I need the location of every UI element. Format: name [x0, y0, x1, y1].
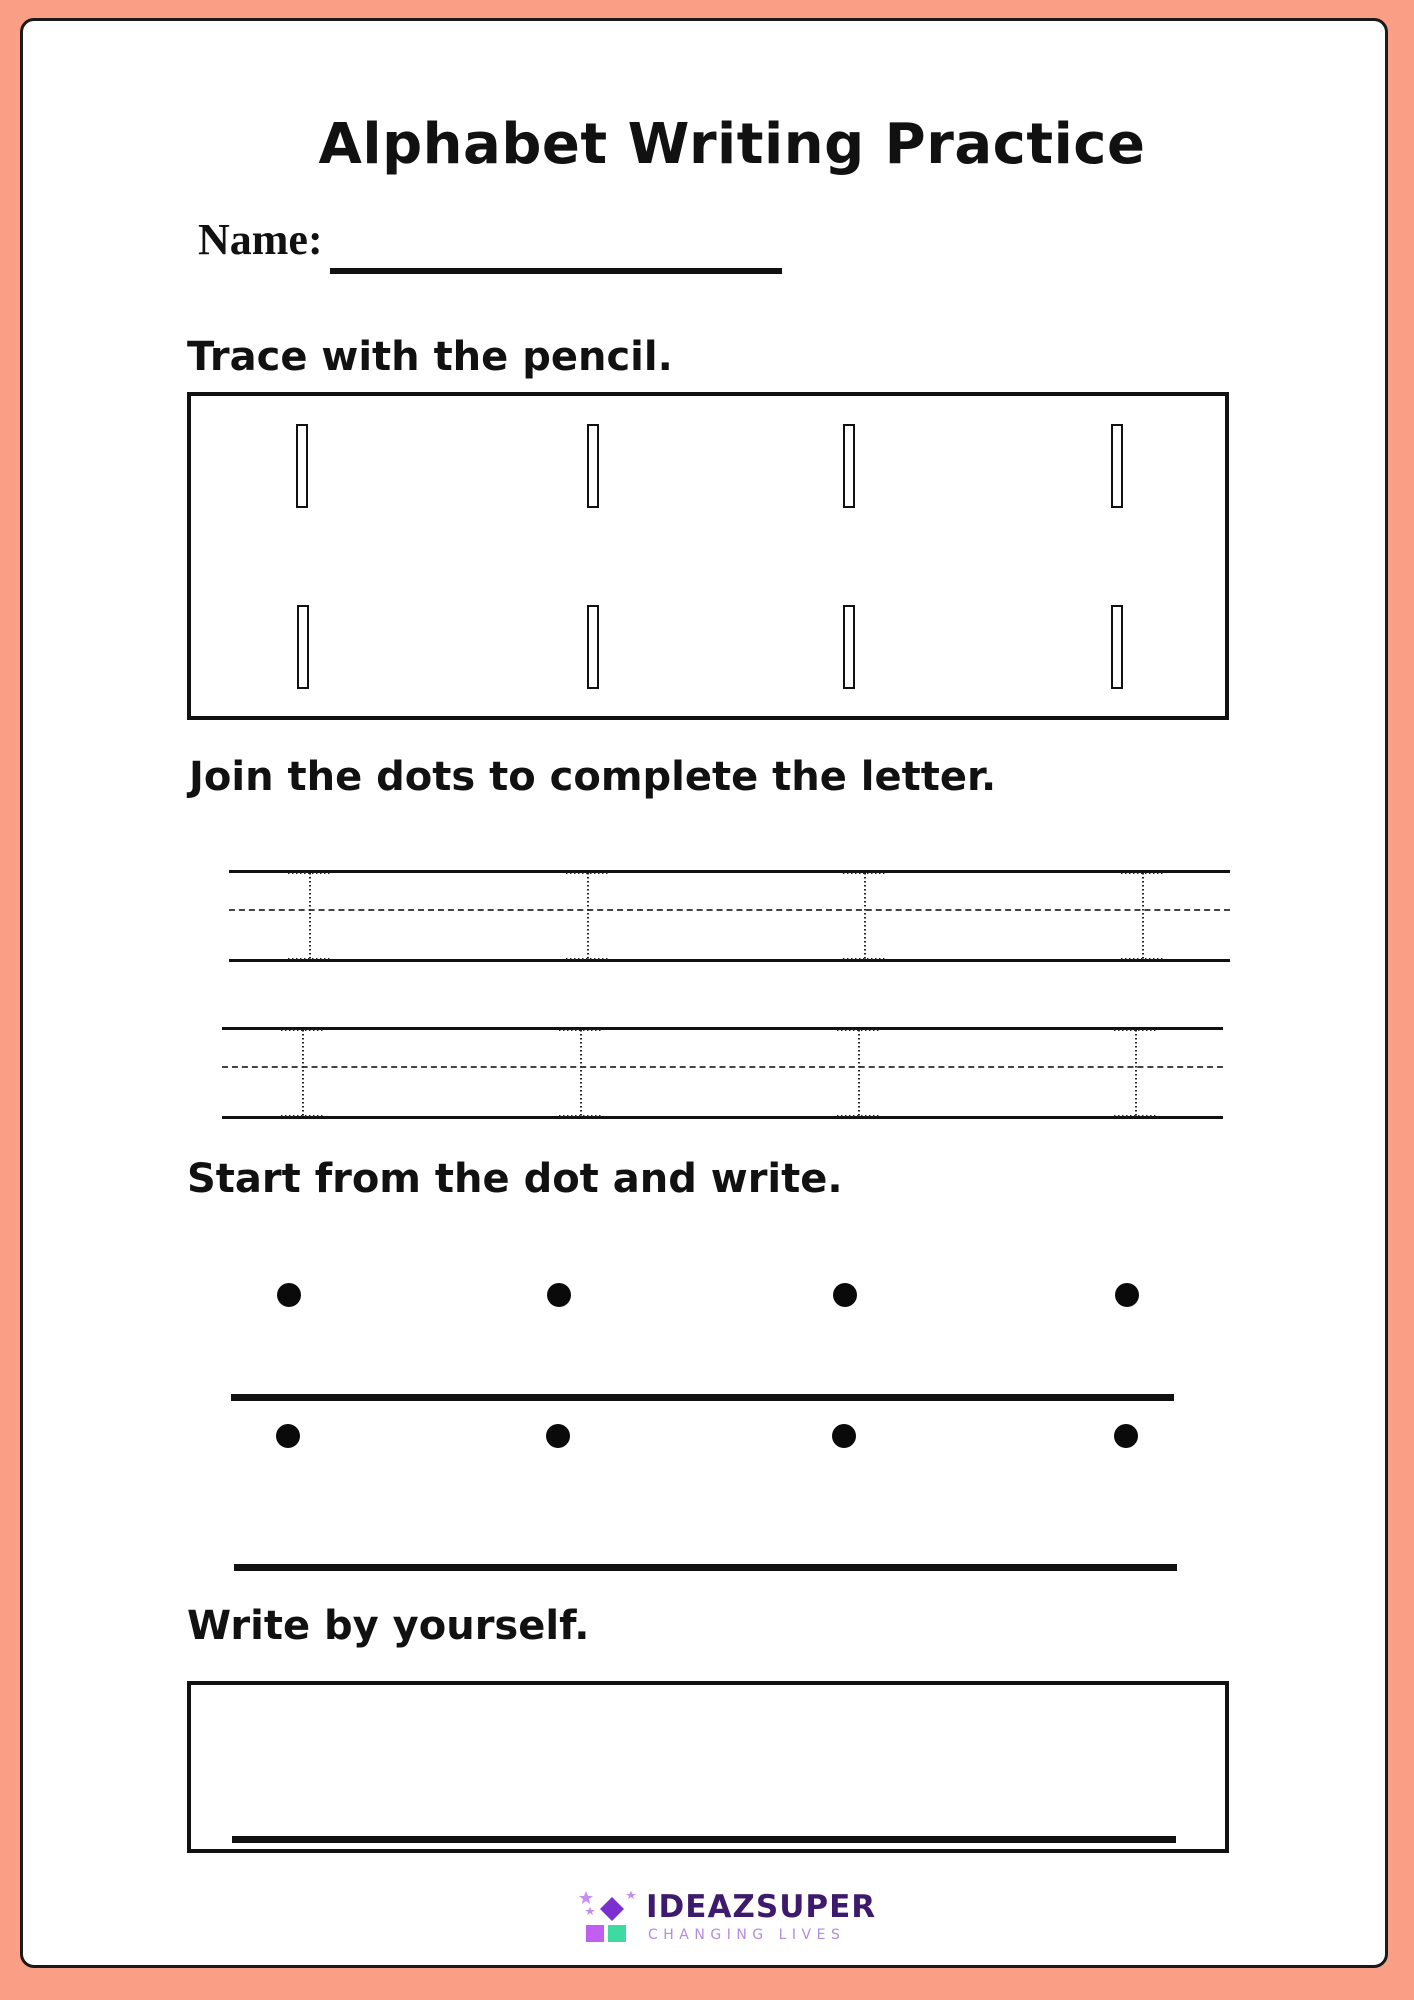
- guide-base-line: [229, 959, 1230, 962]
- logo-tagline: CHANGING LIVES: [648, 1927, 846, 1943]
- dotted-letter: [829, 1027, 889, 1119]
- trace-heading: Trace with the pencil.: [187, 334, 673, 380]
- name-field-line[interactable]: [330, 268, 782, 274]
- trace-letter: [587, 424, 599, 508]
- trace-letter: [1111, 605, 1123, 689]
- start-dot: [277, 1283, 301, 1307]
- dotted-letter: [1106, 1027, 1166, 1119]
- start-dot: [833, 1283, 857, 1307]
- start-baseline: [234, 1564, 1177, 1571]
- guide-top-line: [229, 870, 1230, 873]
- logo-icon: [576, 1889, 642, 1945]
- start-dot: [832, 1424, 856, 1448]
- start-baseline: [231, 1394, 1174, 1401]
- trace-letter: [843, 605, 855, 689]
- start-dot: [276, 1424, 300, 1448]
- dotted-letter: [1113, 870, 1173, 962]
- guide-top-line: [222, 1027, 1223, 1030]
- trace-letter: [843, 424, 855, 508]
- guide-mid-line: [229, 909, 1230, 911]
- guide-mid-line: [222, 1066, 1223, 1068]
- dotted-letter: [273, 1027, 333, 1119]
- dotted-letter: [551, 1027, 611, 1119]
- join-dots-heading: Join the dots to complete the letter.: [189, 754, 997, 800]
- write-yourself-heading: Write by yourself.: [187, 1603, 590, 1649]
- name-label: Name:: [198, 215, 323, 264]
- dotted-letter: [835, 870, 895, 962]
- logo-wordmark: IDEAZSUPER: [646, 1889, 877, 1925]
- trace-box: [187, 392, 1229, 720]
- start-dot: [547, 1283, 571, 1307]
- start-dot: [546, 1424, 570, 1448]
- ideazsuper-logo: [576, 1889, 876, 1945]
- start-dot-heading: Start from the dot and write.: [187, 1156, 843, 1202]
- trace-letter: [587, 605, 599, 689]
- worksheet-page: [20, 18, 1388, 1968]
- dotted-letter: [280, 870, 340, 962]
- worksheet-title: Alphabet Writing Practice: [318, 112, 1146, 177]
- dotted-letter: [558, 870, 618, 962]
- write-baseline: [232, 1836, 1176, 1843]
- trace-letter: [296, 424, 308, 508]
- trace-letter: [1111, 424, 1123, 508]
- start-dot: [1115, 1283, 1139, 1307]
- guide-base-line: [222, 1116, 1223, 1119]
- start-dot: [1114, 1424, 1138, 1448]
- write-box[interactable]: [187, 1681, 1229, 1853]
- trace-letter: [297, 605, 309, 689]
